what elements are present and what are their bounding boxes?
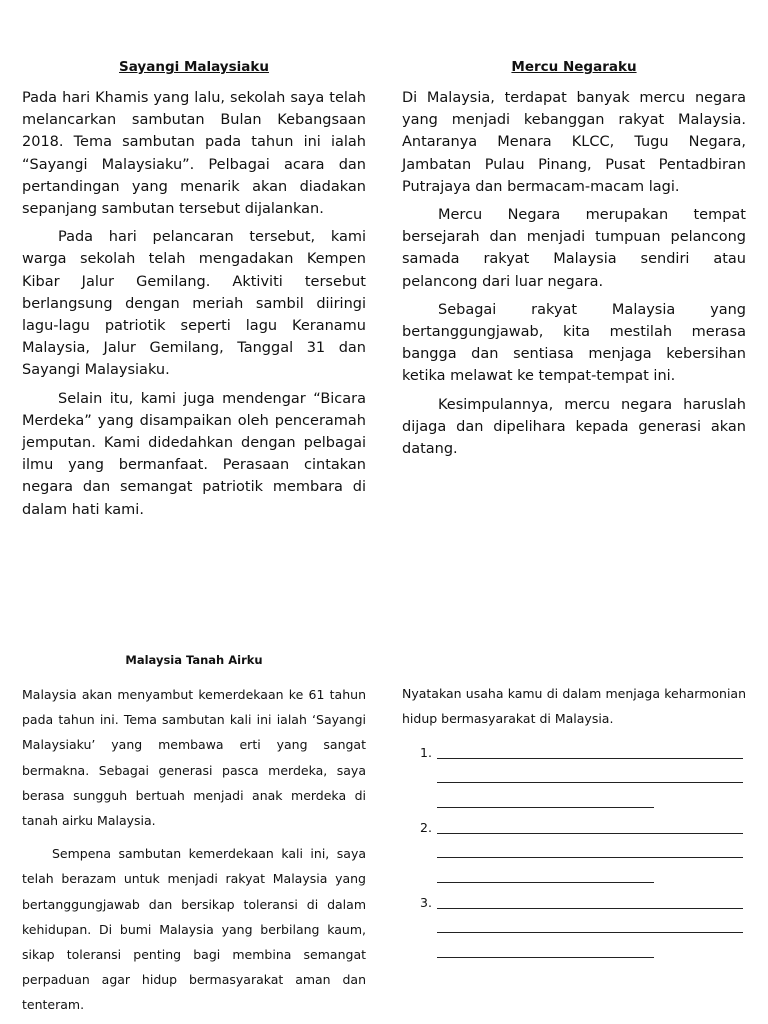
article-title: Mercu Negaraku bbox=[511, 59, 637, 75]
answer-block-2 bbox=[402, 820, 746, 895]
answer-line[interactable] bbox=[437, 857, 743, 858]
article-paragraph: Pada hari pelancaran tersebut, kami warga sekolah telah mengadakan Kempen Kibar Jalur Gemilang. Aktiviti tersebut berlangsung dengan meriah sambil diiringi lagu-lagu patriotik seperti lagu Keranamu Malaysia, Jalur Gemilang, Tanggal 31 dan Sayangi Malaysiaku. bbox=[22, 229, 366, 379]
question-section bbox=[402, 681, 746, 981]
article-paragraph: Kesimpulannya, mercu negara haruslah dijaga dan dipelihara kepada generasi akan datang. bbox=[402, 396, 746, 458]
answer-line[interactable] bbox=[437, 758, 743, 759]
answer-block-1 bbox=[402, 745, 746, 820]
answer-line[interactable] bbox=[437, 782, 743, 783]
answer-line[interactable] bbox=[437, 932, 743, 933]
article-paragraph: Mercu Negara merupakan tempat bersejarah dan menjadi tumpuan pelancong samada rakyat Malaysia sendiri atau pelancong dari luar negara. bbox=[402, 207, 746, 290]
article-paragraph: Sempena sambutan kemerdekaan kali ini, saya telah berazam untuk menjadi rakyat Malaysia yang bertanggungjawab dan bersikap toleransi di dalam kehidupan. Di bumi Malaysia yang berbilang kaum, sikap toleransi penting bagi membina semangat perpaduan agar hidup bermasyarakat aman dan tenteram. bbox=[22, 846, 366, 1013]
article-paragraph: Selain itu, kami juga mendengar “Bicara Merdeka” yang disampaikan oleh penceramah jemputan. Kami didedahkan dengan pelbagai ilmu yang bermanfaat. Perasaan cintakan negara dan semangat patriotik membara di dalam hati kami. bbox=[22, 390, 366, 518]
article-title: Malaysia Tanah Airku bbox=[125, 653, 263, 667]
answer-number: 2. bbox=[420, 820, 432, 835]
answer-line[interactable] bbox=[437, 882, 654, 883]
article-sayangi-malaysiaku bbox=[22, 58, 366, 521]
article-paragraph: Sebagai rakyat Malaysia yang bertanggungjawab, kita mestilah merasa bangga dan sentiasa menjaga kebersihan ketika melawat ke tempat-tempat ini. bbox=[402, 301, 746, 385]
article-paragraph: Pada hari Khamis yang lalu, sekolah saya telah melancarkan sambutan Bulan Kebangsaan 2018. Tema sambutan pada tahun ini ialah “Sayangi Malaysiaku”. Pelbagai acara dan pertandingan yang menarik akan diadakan sepanjang sambutan tersebut dijalankan. bbox=[22, 90, 366, 218]
answer-block-3 bbox=[402, 895, 746, 970]
answer-line[interactable] bbox=[437, 957, 654, 958]
article-malaysia-tanah-airku bbox=[22, 652, 366, 1018]
article-paragraph: Di Malaysia, terdapat banyak mercu negara yang menjadi kebanggan rakyat Malaysia. Antaranya Menara KLCC, Tugu Negara, Jambatan Pulau Pinang, Pusat Pentadbiran Putrajaya dan bermacam-macam lagi. bbox=[402, 90, 746, 195]
answer-number: 1. bbox=[420, 745, 432, 760]
article-mercu-negaraku bbox=[402, 58, 746, 460]
article-title: Sayangi Malaysiaku bbox=[119, 59, 269, 75]
answer-line[interactable] bbox=[437, 807, 654, 808]
article-paragraph: Malaysia akan menyambut kemerdekaan ke 61 tahun pada tahun ini. Tema sambutan kali ini ialah ‘Sayangi Malaysiaku’ yang membawa erti yang sangat bermakna. Sebagai generasi pasca merdeka, saya berasa sungguh bertuah menjadi anak merdeka di tanah airku Malaysia. bbox=[22, 687, 366, 829]
answer-line[interactable] bbox=[437, 833, 743, 834]
answer-line[interactable] bbox=[437, 908, 743, 909]
answer-number: 3. bbox=[420, 895, 432, 910]
question-text: Nyatakan usaha kamu di dalam menjaga keharmonian hidup bermasyarakat di Malaysia. bbox=[402, 686, 746, 727]
